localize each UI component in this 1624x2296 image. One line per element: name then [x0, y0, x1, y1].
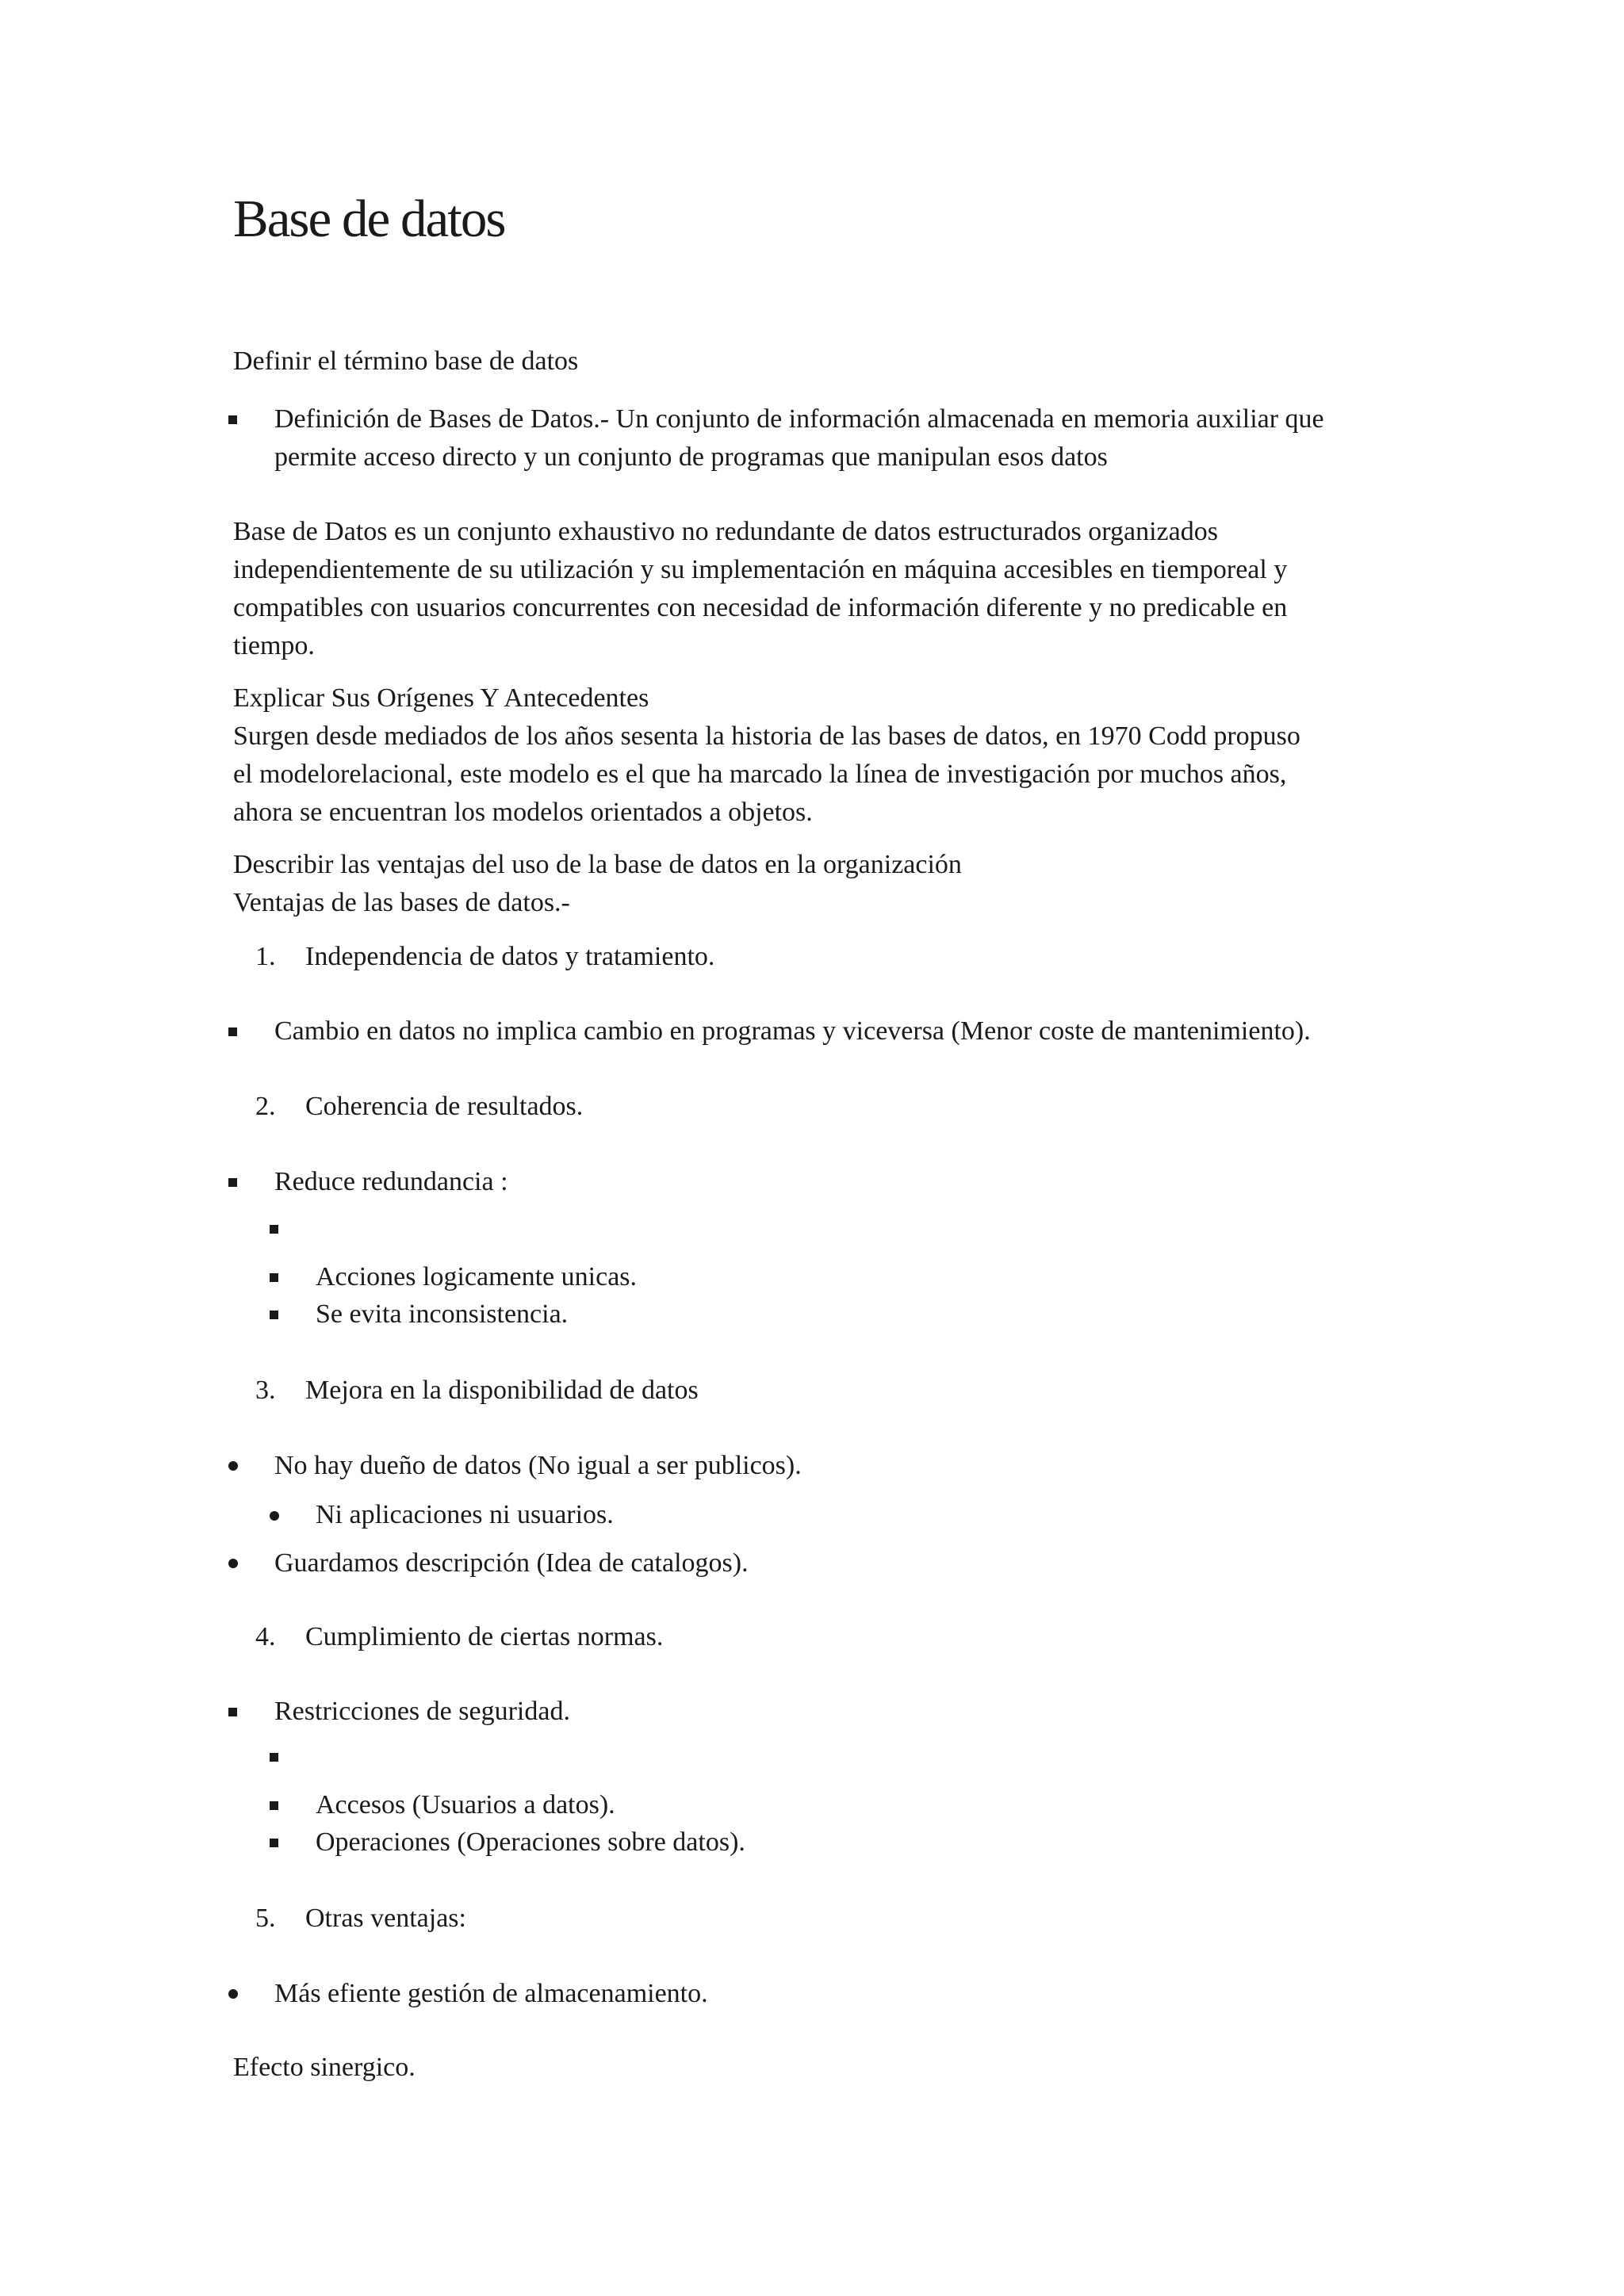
square-bullet-icon	[228, 1708, 237, 1716]
round-bullet-icon	[228, 1559, 238, 1568]
paragraph-line: el modelorelacional, este modelo es el que ha marcado la línea de investigación por muchos años,	[233, 760, 1287, 789]
square-bullet-icon	[270, 1839, 278, 1847]
round-bullet-icon	[228, 1989, 238, 1999]
round-bullet-icon	[228, 1461, 238, 1471]
paragraph-line: Base de Datos es un conjunto exhaustivo no redundante de datos estructurados organizados	[233, 517, 1218, 546]
list-item-text: Mejora en la disponibilidad de datos	[305, 1376, 699, 1405]
square-bullet-icon	[228, 1027, 237, 1036]
list-item-text: Cumplimiento de ciertas normas.	[305, 1622, 664, 1651]
list-number: 4.	[255, 1622, 276, 1651]
ventajas-heading: Describir las ventajas del uso de la base de datos en la organización	[233, 850, 962, 879]
bullet-item-text: Guardamos descripción (Idea de catalogos).	[274, 1548, 749, 1578]
list-number: 5.	[255, 1904, 276, 1933]
ventajas-intro: Ventajas de las bases de datos.-	[233, 888, 570, 917]
square-bullet-icon	[270, 1753, 278, 1762]
document-title: Base de datos	[233, 189, 505, 248]
origenes-heading: Explicar Sus Orígenes Y Antecedentes	[233, 683, 649, 713]
list-number: 1.	[255, 942, 276, 971]
bullet-item-text: Restricciones de seguridad.	[274, 1697, 570, 1726]
paragraph-line: ahora se encuentran los modelos orientados a objetos.	[233, 798, 813, 827]
sub-bullet-text: Acciones logicamente unicas.	[316, 1262, 638, 1292]
list-item-text: Independencia de datos y tratamiento.	[305, 942, 715, 971]
sub-bullet-text: Se evita inconsistencia.	[316, 1299, 569, 1329]
square-bullet-icon	[270, 1225, 278, 1234]
definicion-item	[274, 400, 1324, 476]
list-item-text: Otras ventajas:	[305, 1904, 466, 1933]
bullet-item-text: Más efiente gestión de almacenamiento.	[274, 1979, 708, 2008]
bullet-item-text: Reduce redundancia :	[274, 1167, 508, 1196]
sub-bullet-text: Ni aplicaciones ni usuarios.	[316, 1500, 614, 1529]
sub-bullet-text: Accesos (Usuarios a datos).	[316, 1790, 615, 1820]
paragraph-base-de-datos	[233, 513, 1287, 665]
origenes-section	[233, 679, 1300, 832]
square-bullet-icon	[270, 1801, 278, 1810]
list-number: 2.	[255, 1092, 276, 1121]
definicion-line-2: permite acceso directo y un conjunto de programas que manipulan esos datos	[274, 442, 1108, 472]
paragraph-line: tiempo.	[233, 631, 315, 660]
square-bullet-icon	[228, 1178, 237, 1187]
square-bullet-icon	[228, 415, 237, 424]
definicion-line-1: Definición de Bases de Datos.- Un conjunto de información almacenada en memoria auxiliar que	[274, 404, 1324, 434]
square-bullet-icon	[270, 1311, 278, 1319]
round-bullet-icon	[270, 1511, 279, 1521]
sub-bullet-text: Operaciones (Operaciones sobre datos).	[316, 1827, 745, 1857]
list-item-text: Coherencia de resultados.	[305, 1092, 584, 1121]
closing-text: Efecto sinergico.	[233, 2053, 416, 2082]
bullet-item-text: No hay dueño de datos (No igual a ser publicos).	[274, 1451, 802, 1480]
list-number: 3.	[255, 1376, 276, 1405]
bullet-item-text: Cambio en datos no implica cambio en programas y viceversa (Menor coste de mantenimiento).	[274, 1016, 1311, 1046]
definir-heading: Definir el término base de datos	[233, 346, 579, 376]
paragraph-line: compatibles con usuarios concurrentes con necesidad de información diferente y no predicable en	[233, 593, 1288, 622]
paragraph-line: Surgen desde mediados de los años sesenta la historia de las bases de datos, en 1970 Codd propuso	[233, 721, 1300, 751]
square-bullet-icon	[270, 1273, 278, 1282]
paragraph-line: independientemente de su utilización y su implementación en máquina accesibles en tiemporeal y	[233, 555, 1288, 584]
ventajas-section	[233, 846, 962, 922]
